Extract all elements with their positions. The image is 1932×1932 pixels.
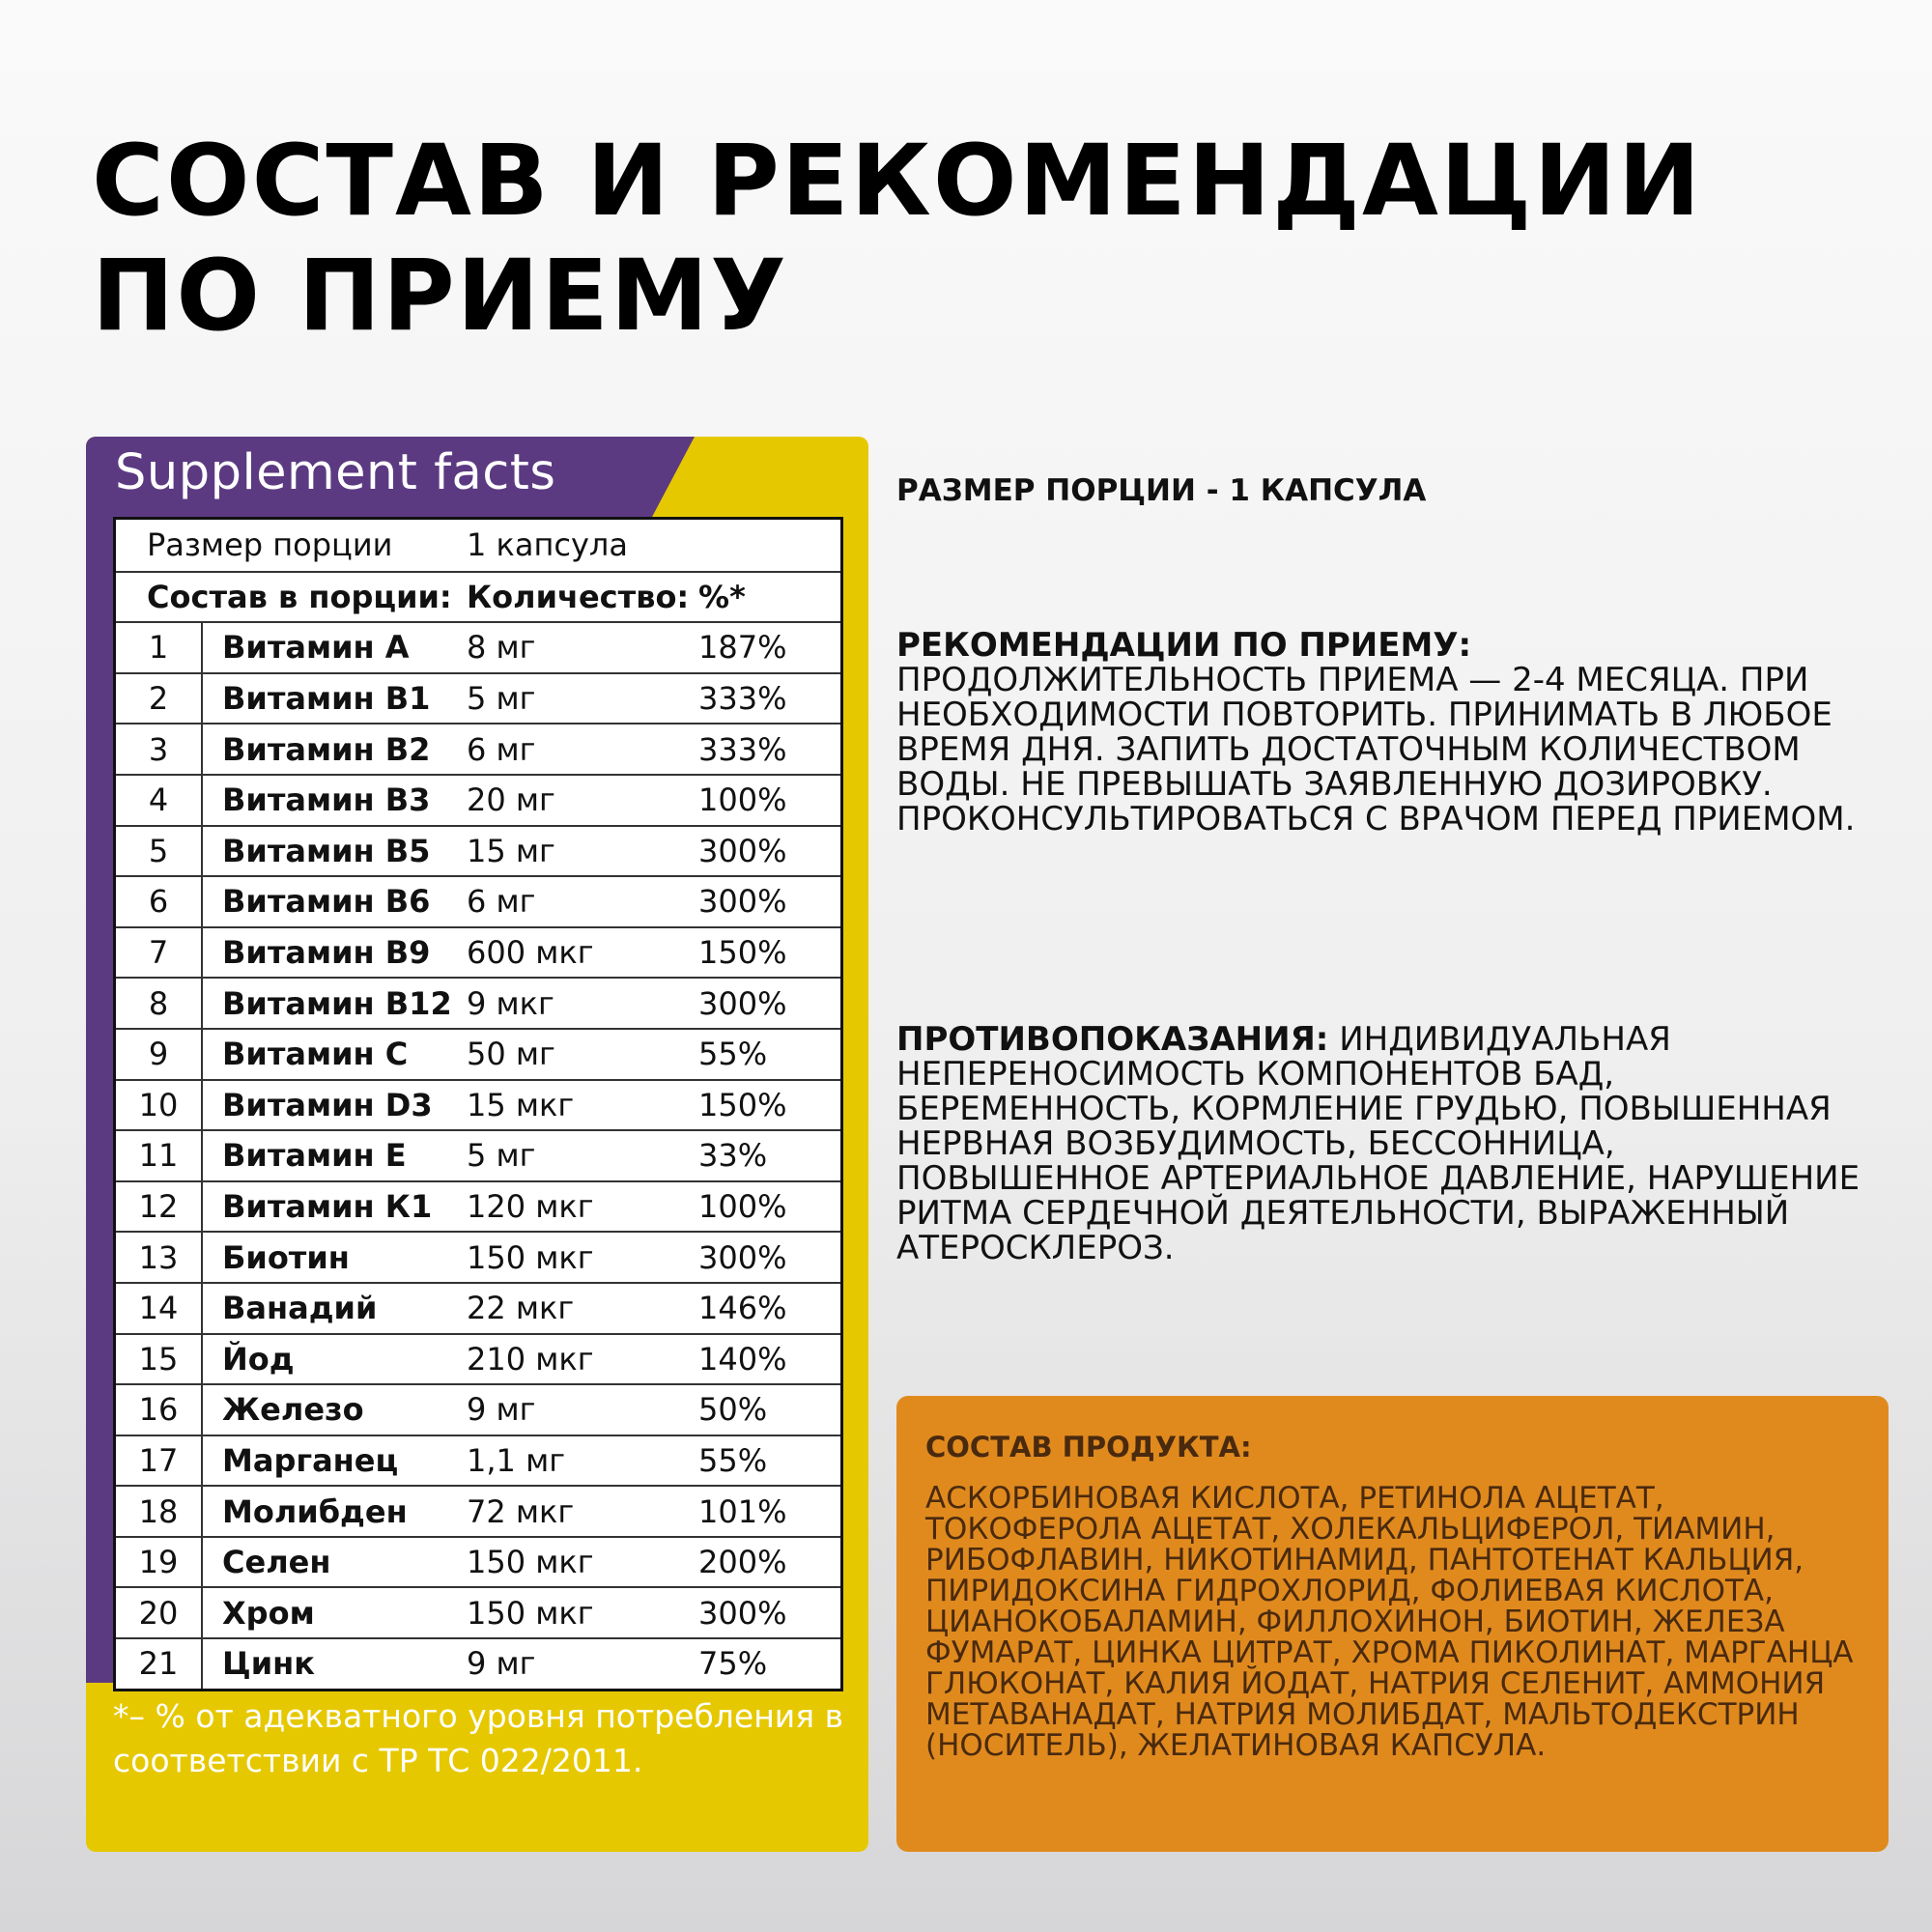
nutrient-percent: 300% [698, 1594, 787, 1632]
nutrient-quantity: 6 мг [467, 883, 536, 921]
nutrient-percent: 55% [698, 1441, 768, 1479]
table-header-row [116, 571, 840, 622]
row-number: 1 [116, 623, 203, 672]
table-row [116, 1383, 840, 1435]
serving-size-text: РАЗМЕР ПОРЦИИ - 1 КАПСУЛА [896, 473, 1427, 508]
table-row [116, 1586, 840, 1637]
nutrient-quantity: 600 мкг [467, 934, 594, 972]
contraindications-section [896, 1022, 1872, 1265]
nutrient-quantity: 15 мкг [467, 1086, 575, 1123]
row-number: 16 [116, 1385, 203, 1435]
nutrient-name: Витамин В5 [222, 832, 431, 869]
nutrient-name: Йод [222, 1340, 295, 1378]
row-number: 14 [116, 1284, 203, 1333]
nutrient-quantity: 9 мг [467, 1391, 536, 1429]
product-composition-box [896, 1396, 1889, 1852]
row-number: 19 [116, 1538, 203, 1587]
composition-column-header: Состав в порции: [147, 578, 452, 615]
nutrient-name: Селен [222, 1544, 331, 1581]
nutrient-name: Молибден [222, 1492, 408, 1530]
row-number: 7 [116, 928, 203, 978]
nutrient-percent: 333% [698, 730, 787, 768]
table-row [116, 1180, 840, 1232]
row-number: 3 [116, 724, 203, 774]
table-row [116, 977, 840, 1028]
nutrient-name: Витамин В9 [222, 934, 431, 972]
row-number: 15 [116, 1335, 203, 1384]
table-row [116, 926, 840, 978]
table-row [116, 825, 840, 876]
nutrient-percent: 300% [698, 984, 787, 1022]
nutrient-quantity: 9 мг [467, 1645, 536, 1683]
page-title-line-1: СОСТАВ И РЕКОМЕНДАЦИИ [92, 124, 1703, 239]
table-row [116, 875, 840, 926]
nutrient-quantity: 210 мкг [467, 1340, 594, 1378]
row-number: 4 [116, 776, 203, 825]
serving-size-row [116, 520, 840, 571]
page-title [92, 124, 1702, 354]
row-number: 8 [116, 979, 203, 1028]
table-row [116, 1282, 840, 1333]
contraindications-text: ИНДИВИДУАЛЬНАЯ НЕПЕРЕНОСИМОСТЬ КОМПОНЕНТОВ БАД, БЕРЕМЕННОСТЬ, КОРМЛЕНИЕ ГРУДЬЮ, ПОВЫШЕННАЯ НЕРВНАЯ ВОЗБУДИМОСТЬ, БЕССОННИЦА, ПОВЫШЕННОЕ АРТЕРИАЛЬНОЕ ДАВЛЕНИЕ, НАРУШЕНИЕ РИТМА СЕРДЕЧНОЙ ДЕЯТЕЛЬНОСТИ, ВЫРАЖЕННЫЙ АТЕРОСКЛЕРОЗ. [896, 1020, 1861, 1267]
table-row [116, 621, 840, 672]
nutrient-percent: 200% [698, 1544, 787, 1581]
table-row [116, 672, 840, 724]
serving-size-value: 1 капсула [467, 526, 628, 564]
table-row [116, 1079, 840, 1130]
table-row [116, 1485, 840, 1536]
row-number: 13 [116, 1233, 203, 1282]
nutrient-quantity: 150 мкг [467, 1238, 594, 1276]
nutrient-name: Хром [222, 1594, 315, 1632]
nutrient-quantity: 20 мг [467, 781, 555, 819]
nutrient-percent: 146% [698, 1290, 787, 1327]
nutrient-name: Витамин С [222, 1036, 409, 1073]
contraindications-label: ПРОТИВОПОКАЗАНИЯ: [896, 1020, 1329, 1059]
nutrient-percent: 140% [698, 1340, 787, 1378]
row-number: 11 [116, 1131, 203, 1180]
table-row [116, 723, 840, 774]
serving-size-label: Размер порции [147, 526, 393, 564]
nutrient-name: Железо [222, 1391, 364, 1429]
nutrient-percent: 33% [698, 1137, 768, 1175]
nutrient-name: Марганец [222, 1441, 399, 1479]
nutrient-name: Витамин В12 [222, 984, 452, 1022]
nutrient-quantity: 6 мг [467, 730, 536, 768]
row-number: 20 [116, 1588, 203, 1637]
percent-column-header: %* [698, 578, 746, 615]
nutrient-percent: 300% [698, 832, 787, 869]
row-number: 5 [116, 827, 203, 876]
nutrient-percent: 50% [698, 1391, 768, 1429]
nutrient-quantity: 120 мкг [467, 1188, 594, 1226]
nutrient-name: Цинк [222, 1645, 315, 1683]
nutrient-quantity: 9 мкг [467, 984, 554, 1022]
nutrient-quantity: 50 мг [467, 1036, 555, 1073]
page-title-line-2: ПО ПРИЕМУ [92, 239, 788, 354]
row-number: 9 [116, 1030, 203, 1079]
nutrient-quantity: 150 мкг [467, 1544, 594, 1581]
nutrient-quantity: 22 мкг [467, 1290, 575, 1327]
nutrient-name: Витамин В2 [222, 730, 431, 768]
row-number: 10 [116, 1081, 203, 1130]
nutrient-name: Витамин В3 [222, 781, 431, 819]
composition-text: АСКОРБИНОВАЯ КИСЛОТА, РЕТИНОЛА АЦЕТАТ, ТОКОФЕРОЛА АЦЕТАТ, ХОЛЕКАЛЬЦИФЕРОЛ, ТИАМИН, РИБОФЛАВИН, НИКОТИНАМИД, ПАНТОТЕНАТ КАЛЬЦИЯ, ПИРИДОКСИНА ГИДРОХЛОРИД, ФОЛИЕВАЯ КИСЛОТА, ЦИАНОКОБАЛАМИН, ФИЛЛОХИНОН, БИОТИН, ЖЕЛЕЗА ФУМАРАТ, ЦИНКА ЦИТРАТ, ХРОМА ПИКОЛИНАТ, МАРГАНЦА ГЛЮКОНАТ, КАЛИЯ ЙОДАТ, НАТРИЯ СЕЛЕНИТ, АММОНИЯ МЕТАВАНАДАТ, НАТРИЯ МОЛИБДАТ, МАЛЬТОДЕКСТРИН (НОСИТЕЛЬ), ЖЕЛАТИНОВАЯ КАПСУЛА. [925, 1481, 1854, 1763]
composition-label: СОСТАВ ПРОДУКТА: [925, 1431, 1252, 1463]
nutrient-percent: 150% [698, 934, 787, 972]
row-number: 18 [116, 1487, 203, 1536]
nutrient-name: Витамин D3 [222, 1086, 433, 1123]
nutrient-percent: 101% [698, 1492, 787, 1530]
supplement-facts-footnote: *– % от адекватного уровня потребления в соответствии с ТР ТС 022/2011. [113, 1697, 844, 1779]
nutrient-percent: 100% [698, 781, 787, 819]
row-number: 6 [116, 877, 203, 926]
nutrient-name: Витамин К1 [222, 1188, 433, 1226]
nutrient-name: Витамин А [222, 629, 410, 667]
row-number: 21 [116, 1639, 203, 1689]
supplement-facts-heading: Supplement facts [115, 444, 556, 501]
nutrient-percent: 300% [698, 1238, 787, 1276]
nutrient-name: Биотин [222, 1238, 350, 1276]
row-number: 2 [116, 674, 203, 724]
nutrient-percent: 187% [698, 629, 787, 667]
recommendations-text: ПРОДОЛЖИТЕЛЬНОСТЬ ПРИЕМА — 2-4 МЕСЯЦА. ПРИ НЕОБХОДИМОСТИ ПОВТОРИТЬ. ПРИНИМАТЬ В ЛЮБОЕ ВРЕМЯ ДНЯ. ЗАПИТЬ ДОСТАТОЧНЫМ КОЛИЧЕСТВОМ ВОДЫ. НЕ ПРЕВЫШАТЬ ЗАЯВЛЕННУЮ ДОЗИРОВКУ. ПРОКОНСУЛЬТИРОВАТЬСЯ С ВРАЧОМ ПЕРЕД ПРИЕМОМ. [896, 661, 1856, 838]
nutrient-name: Ванадий [222, 1290, 378, 1327]
table-row [116, 1435, 840, 1486]
nutrient-name: Витамин В6 [222, 883, 431, 921]
nutrient-quantity: 72 мкг [467, 1492, 575, 1530]
row-number: 12 [116, 1182, 203, 1232]
nutrient-percent: 55% [698, 1036, 768, 1073]
table-row [116, 1333, 840, 1384]
nutrient-quantity: 150 мкг [467, 1594, 594, 1632]
recommendations-label: РЕКОМЕНДАЦИИ ПО ПРИЕМУ: [896, 626, 1472, 665]
table-row [116, 774, 840, 825]
nutrient-quantity: 15 мг [467, 832, 555, 869]
table-row [116, 1231, 840, 1282]
quantity-column-header: Количество: [467, 578, 690, 615]
nutrient-quantity: 5 мг [467, 1137, 536, 1175]
nutrient-quantity: 1,1 мг [467, 1441, 566, 1479]
nutrient-percent: 75% [698, 1645, 768, 1683]
nutrient-name: Витамин В1 [222, 680, 431, 718]
nutrient-quantity: 8 мг [467, 629, 536, 667]
nutrient-percent: 150% [698, 1086, 787, 1123]
recommendations-section [896, 628, 1872, 837]
table-row [116, 1129, 840, 1180]
row-number: 17 [116, 1436, 203, 1486]
table-row [116, 1028, 840, 1079]
table-row [116, 1637, 840, 1689]
table-row [116, 1536, 840, 1587]
nutrient-percent: 333% [698, 680, 787, 718]
nutrient-percent: 300% [698, 883, 787, 921]
supplement-facts-card [86, 437, 868, 1852]
nutrient-name: Витамин Е [222, 1137, 407, 1175]
nutrient-percent: 100% [698, 1188, 787, 1226]
supplement-facts-table [113, 517, 843, 1691]
nutrient-quantity: 5 мг [467, 680, 536, 718]
